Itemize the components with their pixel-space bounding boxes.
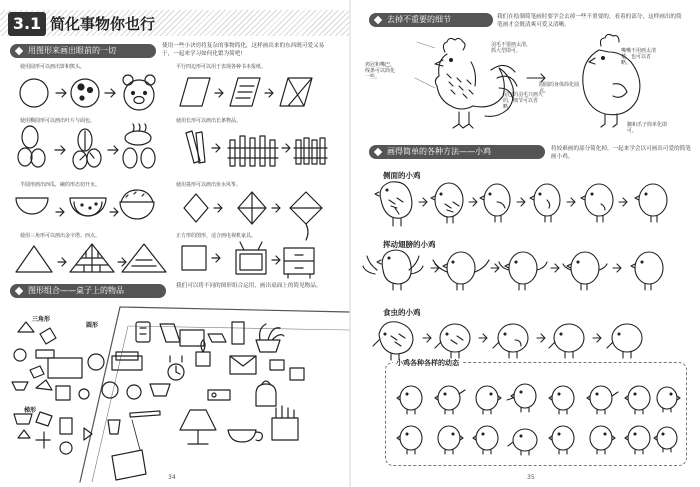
label-trapezoid: 梯形 — [24, 407, 37, 414]
section-intro-desk: 我们可以将不同的图形组合运用，画出桌面上的简见物品。 — [176, 283, 322, 289]
triangle-illustration — [16, 244, 166, 272]
caption-square: 正方形的图形，适合画电视机家具。 — [176, 233, 257, 239]
annotation-round: 圆圆的身体简化圆点。 — [539, 82, 580, 94]
section-header-shapes: 用图形来画出眼前的一切 — [10, 44, 156, 58]
detailed-rooster — [415, 38, 517, 128]
circle-illustration — [20, 75, 155, 110]
caption-semicircle: 半圆形画出西瓜，碗的形态切开水。 — [20, 182, 101, 188]
shape-illustrations — [0, 0, 349, 487]
section-intro-details: 我们在绘制简笔画时要学会去掉一些不重要的，看着的部分，这样画出的简笔画才会既清爽可爱又清晰。 — [497, 14, 682, 28]
page-number-left: 34 — [168, 474, 176, 481]
chapter-title: 简化事物你也行 — [50, 15, 156, 33]
caption-circle: 使用圆形可以画出饼和熊头。 — [20, 64, 86, 70]
rhombus-illustration — [184, 192, 322, 240]
section-header-details: 去掉不重要的细节 — [369, 13, 493, 27]
caption-rectangle: 使用长形可以画出长条物品。 — [176, 118, 242, 124]
rectangle-illustration — [186, 131, 327, 166]
caption-triangle: 使用三角形可以画出金字塔、西点。 — [20, 233, 101, 239]
square-illustration — [182, 242, 314, 278]
desk-illustration — [12, 307, 349, 482]
section-header-chicks: 画得简单的各种方法——小鸡 — [369, 145, 545, 159]
section-header-desk: 图形组合——桌子上的物品 — [10, 284, 166, 298]
chick-poses-grid — [397, 384, 680, 455]
label-circle: 圆形 — [86, 322, 99, 329]
chapter-number: 3.1 — [8, 12, 46, 36]
row-label-side-chick: 侧面的小鸡 — [383, 171, 421, 180]
eating-chick-sequence — [373, 322, 642, 360]
caption-parallelogram: 平行四边形可以用于表现各种书本报纸。 — [176, 64, 267, 70]
ellipse-illustration — [18, 124, 155, 169]
annotation-tail: 尾巴的羽毛只画大的，细节可以省略。 — [503, 92, 544, 110]
parallelogram-illustration — [180, 78, 312, 106]
annotation-comb: 鸡冠和嘴巴，线条可以简化一些。 — [365, 62, 396, 80]
side-chick-sequence — [375, 182, 667, 226]
chicken-illustrations — [351, 0, 700, 487]
box-label-poses: 小鸡各种各样的动态 — [393, 358, 462, 368]
label-triangle: 三角形 — [32, 316, 51, 323]
row-label-flapping-chick: 挥动翅膀的小鸡 — [383, 240, 436, 249]
caption-ellipse: 使用椭圆形可以画出叶片与面包。 — [20, 118, 96, 124]
annotation-feathers: 羽毛不要画太清，抓大型即可。 — [491, 42, 532, 54]
annotation-eye: 嘴嘴不用画太清楚，也可以省略。 — [621, 48, 657, 66]
flapping-chick-sequence — [363, 250, 663, 290]
annotation-feet: 脚和爪子简单化即可。 — [627, 122, 668, 134]
semicircle-illustration — [16, 190, 154, 219]
caption-rhombus: 使用菱形可以画出鱼水风筝。 — [176, 182, 242, 188]
row-label-eating-chick: 食虫的小鸡 — [383, 308, 421, 317]
right-page — [351, 0, 700, 487]
simplified-rooster — [583, 34, 640, 127]
section-intro-shapes: 使用一些小诀窍将复杂的事物简化，这样画出来的东西既可爱又易于，一起来学习如何化繁为简吧! — [162, 43, 325, 57]
section-intro-chicks: 将较难画的部分简化掉，一起来学会以可画出可爱的简笔画小鸡。 — [551, 146, 691, 160]
arrow-icon — [527, 74, 545, 82]
page-number-right: 35 — [527, 474, 535, 481]
left-page — [0, 0, 349, 487]
